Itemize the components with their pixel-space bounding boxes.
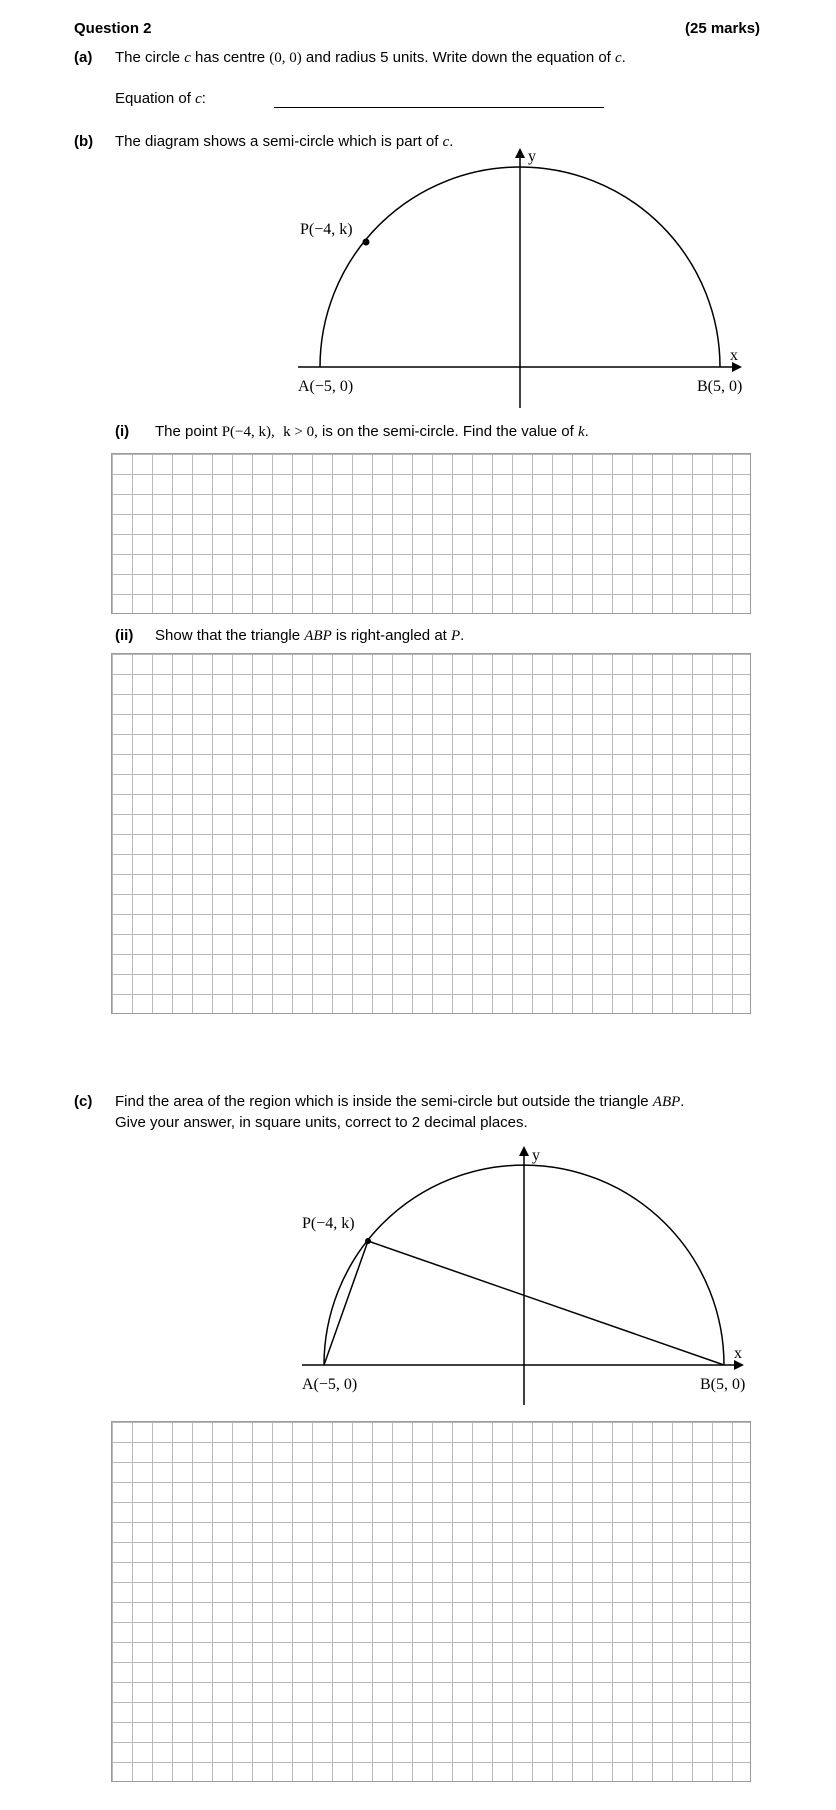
part-a-text-mid: has centre bbox=[190, 49, 270, 66]
b-ii-point: P bbox=[451, 628, 461, 644]
b-i-var-k: k bbox=[577, 424, 585, 440]
part-b-var-c: c bbox=[442, 134, 450, 150]
c-line1-pre: Find the area of the region which is inside the semi-circle but outside the triangle bbox=[115, 1093, 653, 1110]
part-c-line2: Give your answer, in square units, correct to 2 decimal places. bbox=[115, 1114, 528, 1131]
b-ii-text-pre: Show that the triangle bbox=[155, 627, 305, 644]
b-i-period: . bbox=[584, 423, 589, 440]
question-title: Question 2 bbox=[74, 20, 152, 37]
part-a-label: (a) bbox=[74, 49, 93, 66]
point-b-label: B(5, 0) bbox=[697, 378, 743, 395]
segment-ap bbox=[324, 1241, 368, 1365]
b-ii-triangle: ABP bbox=[304, 628, 332, 644]
part-a-text-post: and radius 5 units. Write down the equation of bbox=[301, 49, 615, 66]
question-marks: (25 marks) bbox=[685, 20, 761, 37]
b-ii-text-mid: is right-angled at bbox=[331, 627, 451, 644]
segment-pb bbox=[368, 1241, 724, 1365]
b-i-text-mid: is on the semi-circle. Find the value of bbox=[317, 423, 578, 440]
part-b-i-label: (i) bbox=[115, 423, 130, 440]
part-a-centre: (0, 0) bbox=[269, 50, 302, 66]
b-i-text-pre: The point bbox=[155, 423, 222, 440]
part-b-period: . bbox=[449, 133, 454, 150]
part-a-period: . bbox=[621, 49, 626, 66]
c-triangle: ABP bbox=[652, 1094, 681, 1110]
y-axis-arrow-c bbox=[519, 1146, 529, 1156]
answer-label-pre: Equation of bbox=[115, 90, 196, 107]
part-a-var-c: c bbox=[184, 50, 191, 66]
part-c-label: (c) bbox=[74, 1093, 93, 1110]
point-p-label: P(−4, k) bbox=[300, 221, 353, 238]
point-a-label-c: A(−5, 0) bbox=[302, 1376, 358, 1393]
point-a-label: A(−5, 0) bbox=[298, 378, 354, 395]
x-axis-label: x bbox=[730, 347, 738, 364]
part-b-ii-label: (ii) bbox=[115, 627, 134, 644]
point-p-marker-c bbox=[365, 1238, 371, 1244]
point-p-label-c: P(−4, k) bbox=[302, 1215, 355, 1232]
answer-label-post: : bbox=[201, 90, 206, 107]
part-a-var-c2: c bbox=[615, 50, 622, 66]
y-axis-label: y bbox=[528, 148, 536, 165]
answer-grid-c[interactable] bbox=[111, 1421, 751, 1782]
part-b-text-pre: The diagram shows a semi-circle which is part of bbox=[115, 133, 443, 150]
b-ii-period: . bbox=[460, 627, 465, 644]
part-a-text-pre: The circle bbox=[115, 49, 185, 66]
part-b-label: (b) bbox=[74, 133, 94, 150]
b-i-condition: k > 0, bbox=[283, 424, 318, 440]
y-axis-label-c: y bbox=[532, 1147, 540, 1164]
answer-label-var: c bbox=[195, 91, 202, 107]
x-axis-label-c: x bbox=[734, 1345, 742, 1362]
b-i-point: P(−4, k), bbox=[221, 424, 275, 440]
c-period: . bbox=[680, 1093, 685, 1110]
point-b-label-c: B(5, 0) bbox=[700, 1376, 746, 1393]
